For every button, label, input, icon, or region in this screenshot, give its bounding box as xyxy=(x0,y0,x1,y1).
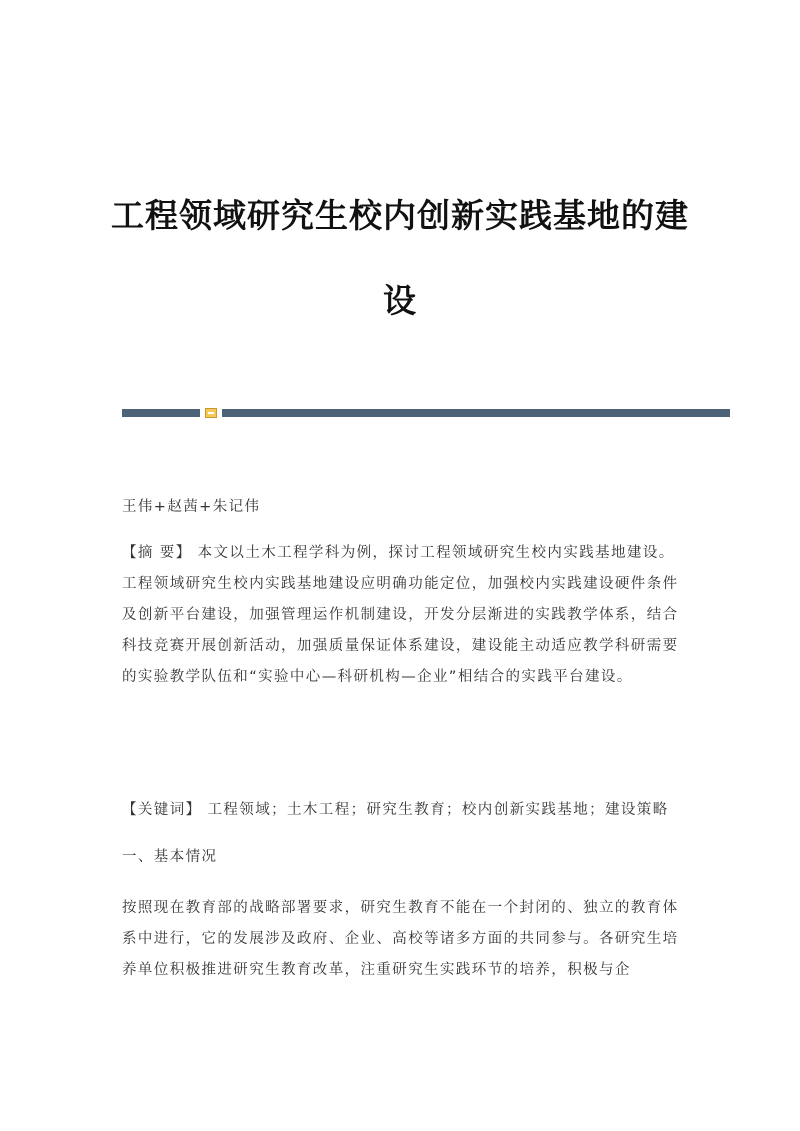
authors-line: 王伟+赵茜+朱记伟 xyxy=(122,499,261,515)
abstract-label: 【摘 要】 xyxy=(122,545,192,561)
document-title-line-1: 工程领域研究生校内创新实践基地的建 xyxy=(111,196,689,235)
keywords-text: 工程领域；土木工程；研究生教育；校内创新实践基地；建设策略 xyxy=(201,802,669,818)
divider-bar-left xyxy=(122,409,200,417)
body-paragraph: 按照现在教育部的战略部署要求，研究生教育不能在一个封闭的、独立的教育体系中进行，它的发展涉及政府、企业、高校等诸多方面的共同参与。各研究生培养单位积极推进研究生教育改革，注重研究生实践环节的培养，积极与企 xyxy=(122,900,679,978)
keywords-paragraph xyxy=(122,795,682,826)
abstract-text: 本文以土木工程学科为例，探讨工程领域研究生校内实践基地建设。工程领域研究生校内实践基地建设应明确功能定位，加强校内实践建设硬件条件及创新平台建设，加强管理运作机制建设，开发分层渐进的实践教学体系，结合科技竞赛开展创新活动，加强质量保证体系建设，建设能主动适应教学科研需要的实验教学队伍和“实验中心—科研机构—企业”相结合的实践平台建设。 xyxy=(122,545,679,685)
abstract-paragraph xyxy=(122,538,682,693)
divider-emblem-icon xyxy=(205,408,217,418)
title-divider xyxy=(122,409,730,417)
divider-bar-right xyxy=(222,409,730,417)
section-heading: 一、基本情况 xyxy=(122,849,218,865)
keywords-label: 【关键词】 xyxy=(122,802,202,818)
document-title-line-2: 设 xyxy=(383,281,417,320)
